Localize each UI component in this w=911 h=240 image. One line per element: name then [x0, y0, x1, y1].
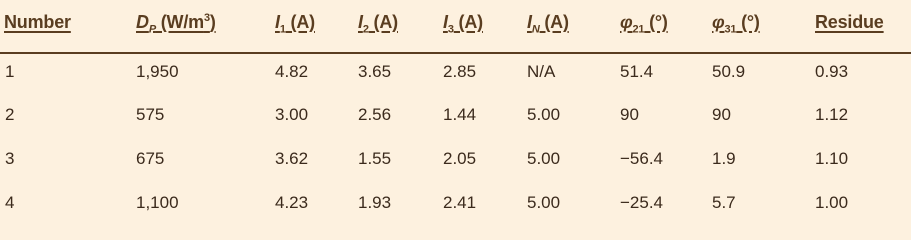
cell-phi31: 50.9	[712, 62, 746, 81]
table-header-row	[0, 0, 911, 54]
header-in	[527, 12, 569, 36]
header-i3-unit: (A)	[453, 12, 483, 32]
cell-phi21: −56.4	[620, 149, 664, 168]
cell-i2: 2.56	[358, 105, 392, 124]
header-dp-unit: (W/m	[155, 12, 204, 32]
header-phi31-unit: (°)	[736, 12, 760, 32]
header-in-symbol: I	[527, 12, 532, 32]
cell-residue: 1.10	[815, 149, 849, 168]
header-number	[4, 12, 71, 33]
cell-i3: 1.44	[443, 105, 477, 124]
cell-i1: 3.00	[275, 105, 309, 124]
cell-number: 2	[5, 105, 15, 124]
cell-dp: 1,100	[136, 193, 179, 212]
table-row	[0, 193, 911, 233]
cell-residue: 0.93	[815, 62, 849, 81]
table-row	[0, 105, 911, 145]
cell-phi21: −25.4	[620, 193, 664, 212]
header-phi31-subscript: 31	[724, 23, 737, 36]
table-row	[0, 149, 911, 189]
cell-i2: 1.93	[358, 193, 392, 212]
header-phi21-subscript: 21	[632, 23, 645, 36]
cell-in: 5.00	[527, 193, 561, 212]
header-i2	[358, 12, 398, 36]
header-in-unit: (A)	[539, 12, 569, 32]
header-i1-unit: (A)	[285, 12, 315, 32]
header-i3	[443, 12, 483, 36]
header-i2-symbol: I	[358, 12, 363, 32]
header-phi31	[712, 12, 760, 36]
cell-i1: 4.23	[275, 193, 309, 212]
header-dp-superscript: 3	[203, 12, 210, 24]
header-dp-subscript: P	[148, 23, 156, 36]
header-i3-subscript: 3	[447, 23, 454, 36]
table-row	[0, 62, 911, 102]
header-i1	[275, 12, 315, 36]
header-i2-subscript: 2	[362, 23, 369, 36]
header-residue-label: Residue	[815, 12, 884, 32]
header-i1-subscript: 1	[279, 23, 286, 36]
cell-i3: 2.41	[443, 193, 477, 212]
cell-i3: 2.85	[443, 62, 477, 81]
cell-in: N/A	[527, 62, 556, 81]
cell-dp: 675	[136, 149, 165, 168]
cell-dp: 575	[136, 105, 165, 124]
cell-i1: 4.82	[275, 62, 309, 81]
cell-dp: 1,950	[136, 62, 179, 81]
header-number-label: Number	[4, 12, 71, 32]
header-phi31-symbol: φ	[712, 12, 725, 32]
cell-phi31: 90	[712, 105, 731, 124]
cell-phi21: 90	[620, 105, 639, 124]
cell-residue: 1.12	[815, 105, 849, 124]
header-phi21-unit: (°)	[644, 12, 668, 32]
header-dp-symbol: D	[136, 12, 149, 32]
header-dp-close: )	[209, 12, 216, 32]
cell-i2: 3.65	[358, 62, 392, 81]
header-i1-symbol: I	[275, 12, 280, 32]
cell-i1: 3.62	[275, 149, 309, 168]
cell-in: 5.00	[527, 149, 561, 168]
cell-in: 5.00	[527, 105, 561, 124]
header-i3-symbol: I	[443, 12, 448, 32]
cell-residue: 1.00	[815, 193, 849, 212]
header-in-subscript: N	[531, 23, 540, 36]
header-phi21-symbol: φ	[620, 12, 633, 32]
header-dp	[136, 12, 216, 36]
header-phi21	[620, 12, 668, 36]
cell-i2: 1.55	[358, 149, 392, 168]
header-divider	[0, 52, 911, 54]
cell-phi31: 5.7	[712, 193, 736, 212]
cell-i3: 2.05	[443, 149, 477, 168]
cell-number: 1	[5, 62, 15, 81]
header-residue	[815, 12, 884, 33]
cell-number: 3	[5, 149, 15, 168]
cell-phi31: 1.9	[712, 149, 736, 168]
cell-phi21: 51.4	[620, 62, 654, 81]
header-i2-unit: (A)	[368, 12, 398, 32]
cell-number: 4	[5, 193, 15, 212]
